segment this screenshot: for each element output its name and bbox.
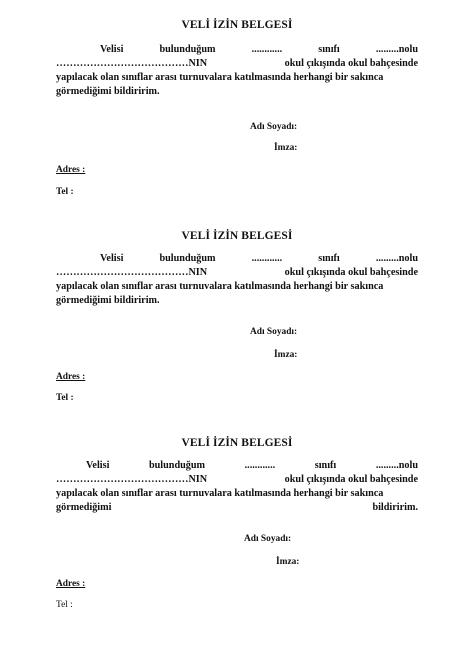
class-blank: ............ bbox=[251, 44, 283, 55]
number-blank: .........nolu bbox=[375, 253, 418, 264]
body-line-3: yapılacak olan sınıflar arası turnuvalara katılmasında herhangi bir sakınca bbox=[56, 72, 384, 83]
body-line-2-text: okul çıkışında okul bahçesinde bbox=[284, 267, 418, 278]
form-body bbox=[56, 43, 418, 99]
signature-label: İmza: bbox=[274, 350, 298, 360]
body-line-2 bbox=[56, 266, 418, 280]
body-line-4 bbox=[56, 85, 418, 99]
class-blank: ............ bbox=[251, 253, 283, 264]
body-line-4-start: görmediğimi bbox=[56, 502, 112, 513]
body-line-1 bbox=[56, 252, 418, 266]
phone-label: Tel : bbox=[56, 600, 73, 610]
word-bulundugum: bulunduğum bbox=[159, 253, 216, 264]
number-blank: .........nolu bbox=[375, 460, 418, 471]
body-line-4 bbox=[56, 294, 418, 308]
number-blank: .........nolu bbox=[375, 44, 418, 55]
body-line-3: yapılacak olan sınıflar arası turnuvalara katılmasında herhangi bir sakınca bbox=[56, 488, 384, 499]
form-title: VELİ İZİN BELGESİ bbox=[181, 437, 293, 449]
word-velisi: Velisi bbox=[86, 460, 110, 471]
student-name-blank: …………………………………NIN bbox=[56, 474, 208, 485]
class-blank: ............ bbox=[244, 460, 276, 471]
body-line-2-text: okul çıkışında okul bahçesinde bbox=[284, 58, 418, 69]
body-line-4 bbox=[56, 501, 418, 515]
phone-label: Tel : bbox=[56, 393, 74, 403]
form-body bbox=[56, 252, 418, 308]
form-title: VELİ İZİN BELGESİ bbox=[181, 230, 293, 242]
student-name-blank: …………………………………NIN bbox=[56, 58, 208, 69]
phone-label: Tel : bbox=[56, 187, 74, 197]
name-label: Adı Soyadı: bbox=[250, 122, 298, 132]
body-line-2 bbox=[56, 57, 418, 71]
body-line-3: yapılacak olan sınıflar arası turnuvalara katılmasında herhangi bir sakınca bbox=[56, 281, 384, 292]
form-body bbox=[56, 459, 418, 515]
body-line-4-text: görmediğimi bildiririm. bbox=[56, 295, 160, 306]
word-sinifi: sınıfı bbox=[314, 460, 337, 471]
word-sinifi: sınıfı bbox=[318, 253, 340, 264]
body-line-2-text: okul çıkışında okul bahçesinde bbox=[284, 474, 418, 485]
name-label: Adı Soyadı: bbox=[244, 534, 292, 544]
permission-form-3 bbox=[56, 436, 418, 610]
address-label: Adres : bbox=[56, 372, 86, 382]
permission-form-2 bbox=[56, 229, 418, 403]
permission-form-1 bbox=[56, 18, 418, 197]
word-bulundugum: bulunduğum bbox=[148, 460, 206, 471]
student-name-blank: …………………………………NIN bbox=[56, 267, 208, 278]
form-title: VELİ İZİN BELGESİ bbox=[181, 19, 293, 31]
body-line-1 bbox=[56, 43, 418, 57]
signature-label: İmza: bbox=[274, 143, 298, 153]
address-label: Adres : bbox=[56, 579, 86, 589]
word-sinifi: sınıfı bbox=[318, 44, 340, 55]
body-line-1 bbox=[56, 459, 418, 473]
body-line-2 bbox=[56, 473, 418, 487]
signature-label: İmza: bbox=[276, 557, 300, 567]
body-line-4-end: bildiririm. bbox=[372, 502, 418, 513]
body-line-4-text: görmediğimi bildiririm. bbox=[56, 86, 160, 97]
word-bulundugum: bulunduğum bbox=[159, 44, 216, 55]
address-label: Adres : bbox=[56, 165, 86, 175]
name-label: Adı Soyadı: bbox=[250, 327, 298, 337]
word-velisi: Velisi bbox=[100, 44, 124, 55]
word-velisi: Velisi bbox=[100, 253, 124, 264]
